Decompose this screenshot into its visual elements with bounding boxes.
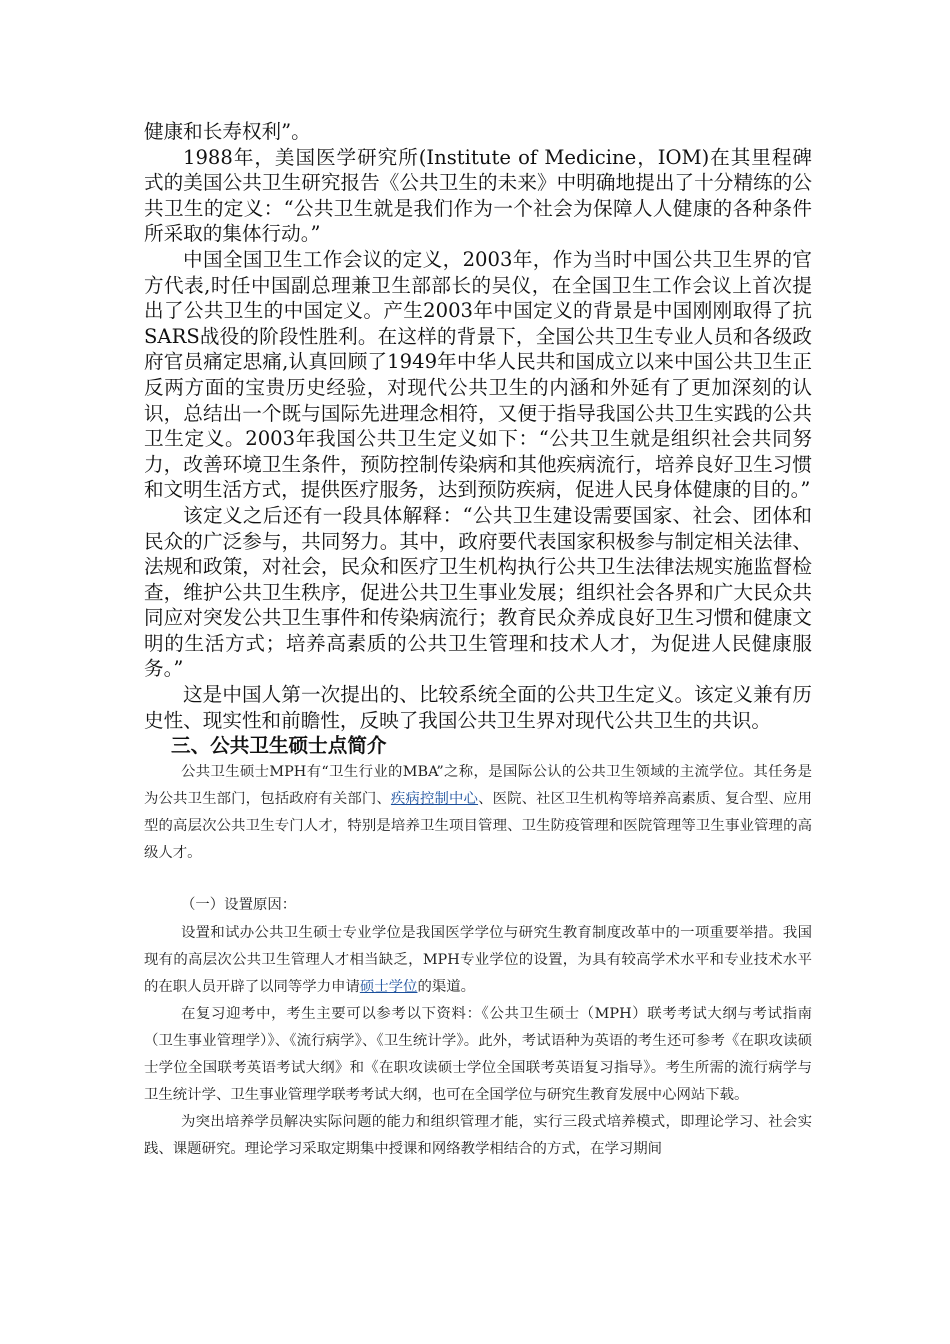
paragraph-training-model: 为突出培养学员解决实际问题的能力和组织管理才能，实行三段式培养模式，即理论学习、社会实践、课题研究。理论学习采取定期集中授课和网络教学相结合的方式，在学习期间 [144,1114,812,1158]
paragraph-definition-summary: 这是中国人第一次提出的、比较系统全面的公共卫生定义。该定义兼有历史性、现实性和前瞻性，反映了我国公共卫生界对现代公共卫生的共识。 [144,683,812,732]
paragraph-health-rights: 健康和长寿权利”。 [144,120,311,143]
paragraph-definition-explanation: 该定义之后还有一段具体解释：“公共卫生建设需要国家、社会、团体和民众的广泛参与，共同努力。其中，政府要代表国家积极参与制定相关法律、法规和政策，对社会，民众和医疗卫生机构执行公共卫生法律法规实施监督检查，维护公共卫生秩序，促进公共卫生事业发展；组织社会各界和广大民众共同应对突发公共卫生事件和传染病流行；教育民众养成良好卫生习惯和健康文明的生活方式；培养高素质的公共卫生管理和技术人才，为促进人民健康服务。” [144,503,812,681]
paragraph-reasons [144,920,812,1001]
reasons-text-b: 的渠道。 [417,979,476,996]
mph-section [144,759,812,1163]
section-heading-mph: 三、公共卫生硕士点简介 [171,734,387,758]
document-body [144,119,812,1163]
reasons-text-a: 设置和试办公共卫生硕士专业学位是我国医学学位与研究生教育制度改革中的一项重要举措。我国现有的高层次公共卫生管理人才相当缺乏，MPH专业学位的设置，为具有较高学术水平和专业技术水平的在职人员开辟了以同等学力申请 [144,925,812,996]
masters-degree-link[interactable]: 硕士学位 [359,979,418,996]
paragraph-china-definition: 中国全国卫生工作会议的定义，2003年，作为当时中国公共卫生界的官方代表,时任中国副总理兼卫生部部长的吴仪，在全国卫生工作会议上首次提出了公共卫生的中国定义。产生2003年中国定义的背景是中国刚刚取得了抗SARS战役的阶段性胜利。在这样的背景下，全国公共卫生专业人员和各级政府官员痛定思痛,认真回顾了1949年中华人民共和国成立以来中国公共卫生正反两方面的宝贵历史经验，对现代公共卫生的内涵和外延有了更加深刻的认识，总结出一个既与国际先进理念相符，又便于指导我国公共卫生实践的公共卫生定义。2003年我国公共卫生定义如下：“公共卫生就是组织社会共同努力，改善环境卫生条件，预防控制传染病和其他疾病流行，培养良好卫生习惯和文明生活方式，提供医疗服务，达到预防疾病，促进人民身体健康的目的。” [144,247,812,502]
mph-intro-text-a: 公共卫生硕士MPH有“卫生行业的MBA”之称，是国际公认的公共卫生领域的主流学位。其任务是为公共卫生部门，包括政府有关部门、 [144,764,812,808]
paragraph-iom-definition: 1988年，美国医学研究所(Institute of Medicine，IOM)在其里程碑式的美国公共卫生研究报告《公共卫生的未来》中明确地提出了十分精练的公共卫生的定义：“公共卫生就是我们作为一个社会为保障人人健康的各种条件所采取的集体行动。” [144,145,812,246]
paragraph-mph-intro [144,759,812,867]
paragraph-review-materials: 在复习迎考中，考生主要可以参考以下资料：《公共卫生硕士（MPH）联考考试大纲与考试指南（卫生事业管理学）》、《流行病学》、《卫生统计学》。此外，考试语种为英语的考生还可参考《在职攻读硕士学位全国联考英语考试大纲》和《在职攻读硕士学位全国联考英语复习指导》。考生所需的流行病学与卫生统计学、卫生事业管理学联考考试大纲，也可在全国学位与研究生教育发展中心网站下载。 [144,1006,812,1104]
mph-intro-text-b: 、医院、社区卫生机构等培养高素质、复合型、应用型的高层次公共卫生专门人才，特别是培养卫生项目管理、卫生防疫管理和医院管理等卫生事业管理的高级人才。 [144,791,812,862]
cdc-link[interactable]: 疾病控制中心 [390,791,479,808]
sub-heading-reasons: （一）设置原因： [181,897,297,914]
definition-section [144,119,812,733]
